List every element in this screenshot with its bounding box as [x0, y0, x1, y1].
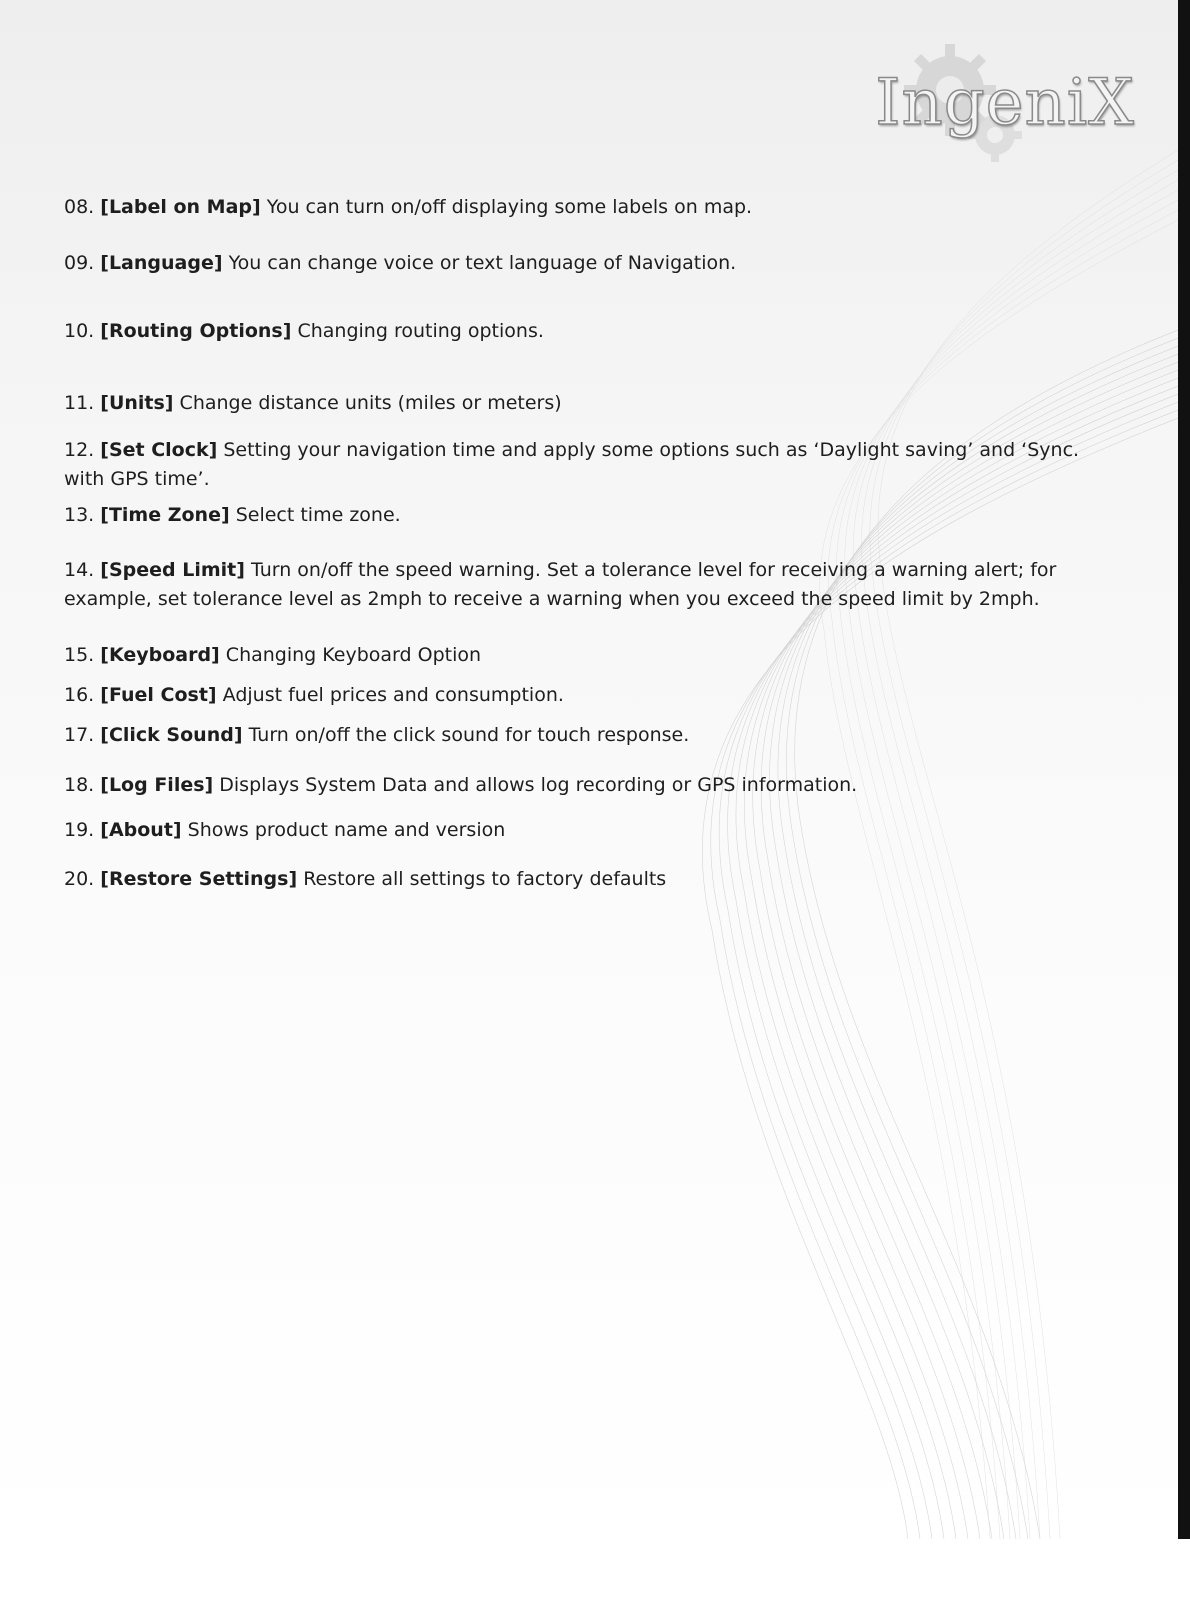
- item-key: [About]: [100, 819, 182, 841]
- item-description: You can change voice or text language of Navigation.: [228, 252, 737, 274]
- item-description: Changing Keyboard Option: [225, 644, 482, 666]
- list-item: [64, 681, 1124, 710]
- item-number: 10.: [64, 320, 95, 342]
- list-item: [64, 501, 1124, 530]
- item-description: Displays System Data and allows log recording or GPS information.: [219, 774, 858, 796]
- bottom-margin: [0, 1539, 1190, 1612]
- brand-logo: [850, 30, 1160, 180]
- item-number: 11.: [64, 392, 95, 414]
- list-item: [64, 641, 1124, 670]
- item-key: [Speed Limit]: [100, 559, 245, 581]
- item-number: 12.: [64, 439, 95, 461]
- list-item: [64, 865, 1124, 894]
- list-item: [64, 249, 1124, 278]
- item-key: [Time Zone]: [100, 504, 230, 526]
- item-number: 20.: [64, 868, 95, 890]
- item-number: 18.: [64, 774, 95, 796]
- item-key: [Label on Map]: [100, 196, 261, 218]
- item-description: Setting your navigation time and apply some options such as ‘Daylight saving’ and ‘Sync. with GPS time’.: [64, 439, 1080, 490]
- item-number: 13.: [64, 504, 95, 526]
- item-key: [Keyboard]: [100, 644, 220, 666]
- item-number: 19.: [64, 819, 95, 841]
- list-item: [64, 193, 1124, 222]
- item-description: Changing routing options.: [297, 320, 544, 342]
- page-edge-bar: [1178, 0, 1190, 1539]
- list-item: [64, 771, 1124, 800]
- list-item: [64, 389, 1124, 418]
- item-number: 09.: [64, 252, 95, 274]
- item-description: Turn on/off the speed warning. Set a tolerance level for receiving a warning alert; for example, set tolerance level as 2mph to receive a warning when you exceed the speed limit by 2mph.: [64, 559, 1057, 610]
- list-item: [64, 436, 1124, 494]
- item-number: 16.: [64, 684, 95, 706]
- item-key: [Click Sound]: [100, 724, 243, 746]
- item-key: [Log Files]: [100, 774, 214, 796]
- item-number: 17.: [64, 724, 95, 746]
- item-key: [Restore Settings]: [100, 868, 298, 890]
- list-item: [64, 556, 1124, 614]
- item-key: [Set Clock]: [100, 439, 218, 461]
- item-description: You can turn on/off displaying some labels on map.: [266, 196, 753, 218]
- item-description: Change distance units (miles or meters): [179, 392, 562, 414]
- item-description: Shows product name and version: [187, 819, 506, 841]
- item-key: [Units]: [100, 392, 174, 414]
- list-item: [64, 317, 1124, 346]
- item-description: Select time zone.: [235, 504, 401, 526]
- item-description: Restore all settings to factory defaults: [303, 868, 667, 890]
- item-key: [Language]: [100, 252, 223, 274]
- list-item: [64, 816, 1124, 845]
- logo-wordmark: IngeniX: [875, 66, 1135, 140]
- item-description: Turn on/off the click sound for touch response.: [248, 724, 690, 746]
- item-number: 08.: [64, 196, 95, 218]
- item-number: 15.: [64, 644, 95, 666]
- list-item: [64, 721, 1124, 750]
- item-description: Adjust fuel prices and consumption.: [222, 684, 564, 706]
- item-key: [Fuel Cost]: [100, 684, 217, 706]
- item-number: 14.: [64, 559, 95, 581]
- item-key: [Routing Options]: [100, 320, 292, 342]
